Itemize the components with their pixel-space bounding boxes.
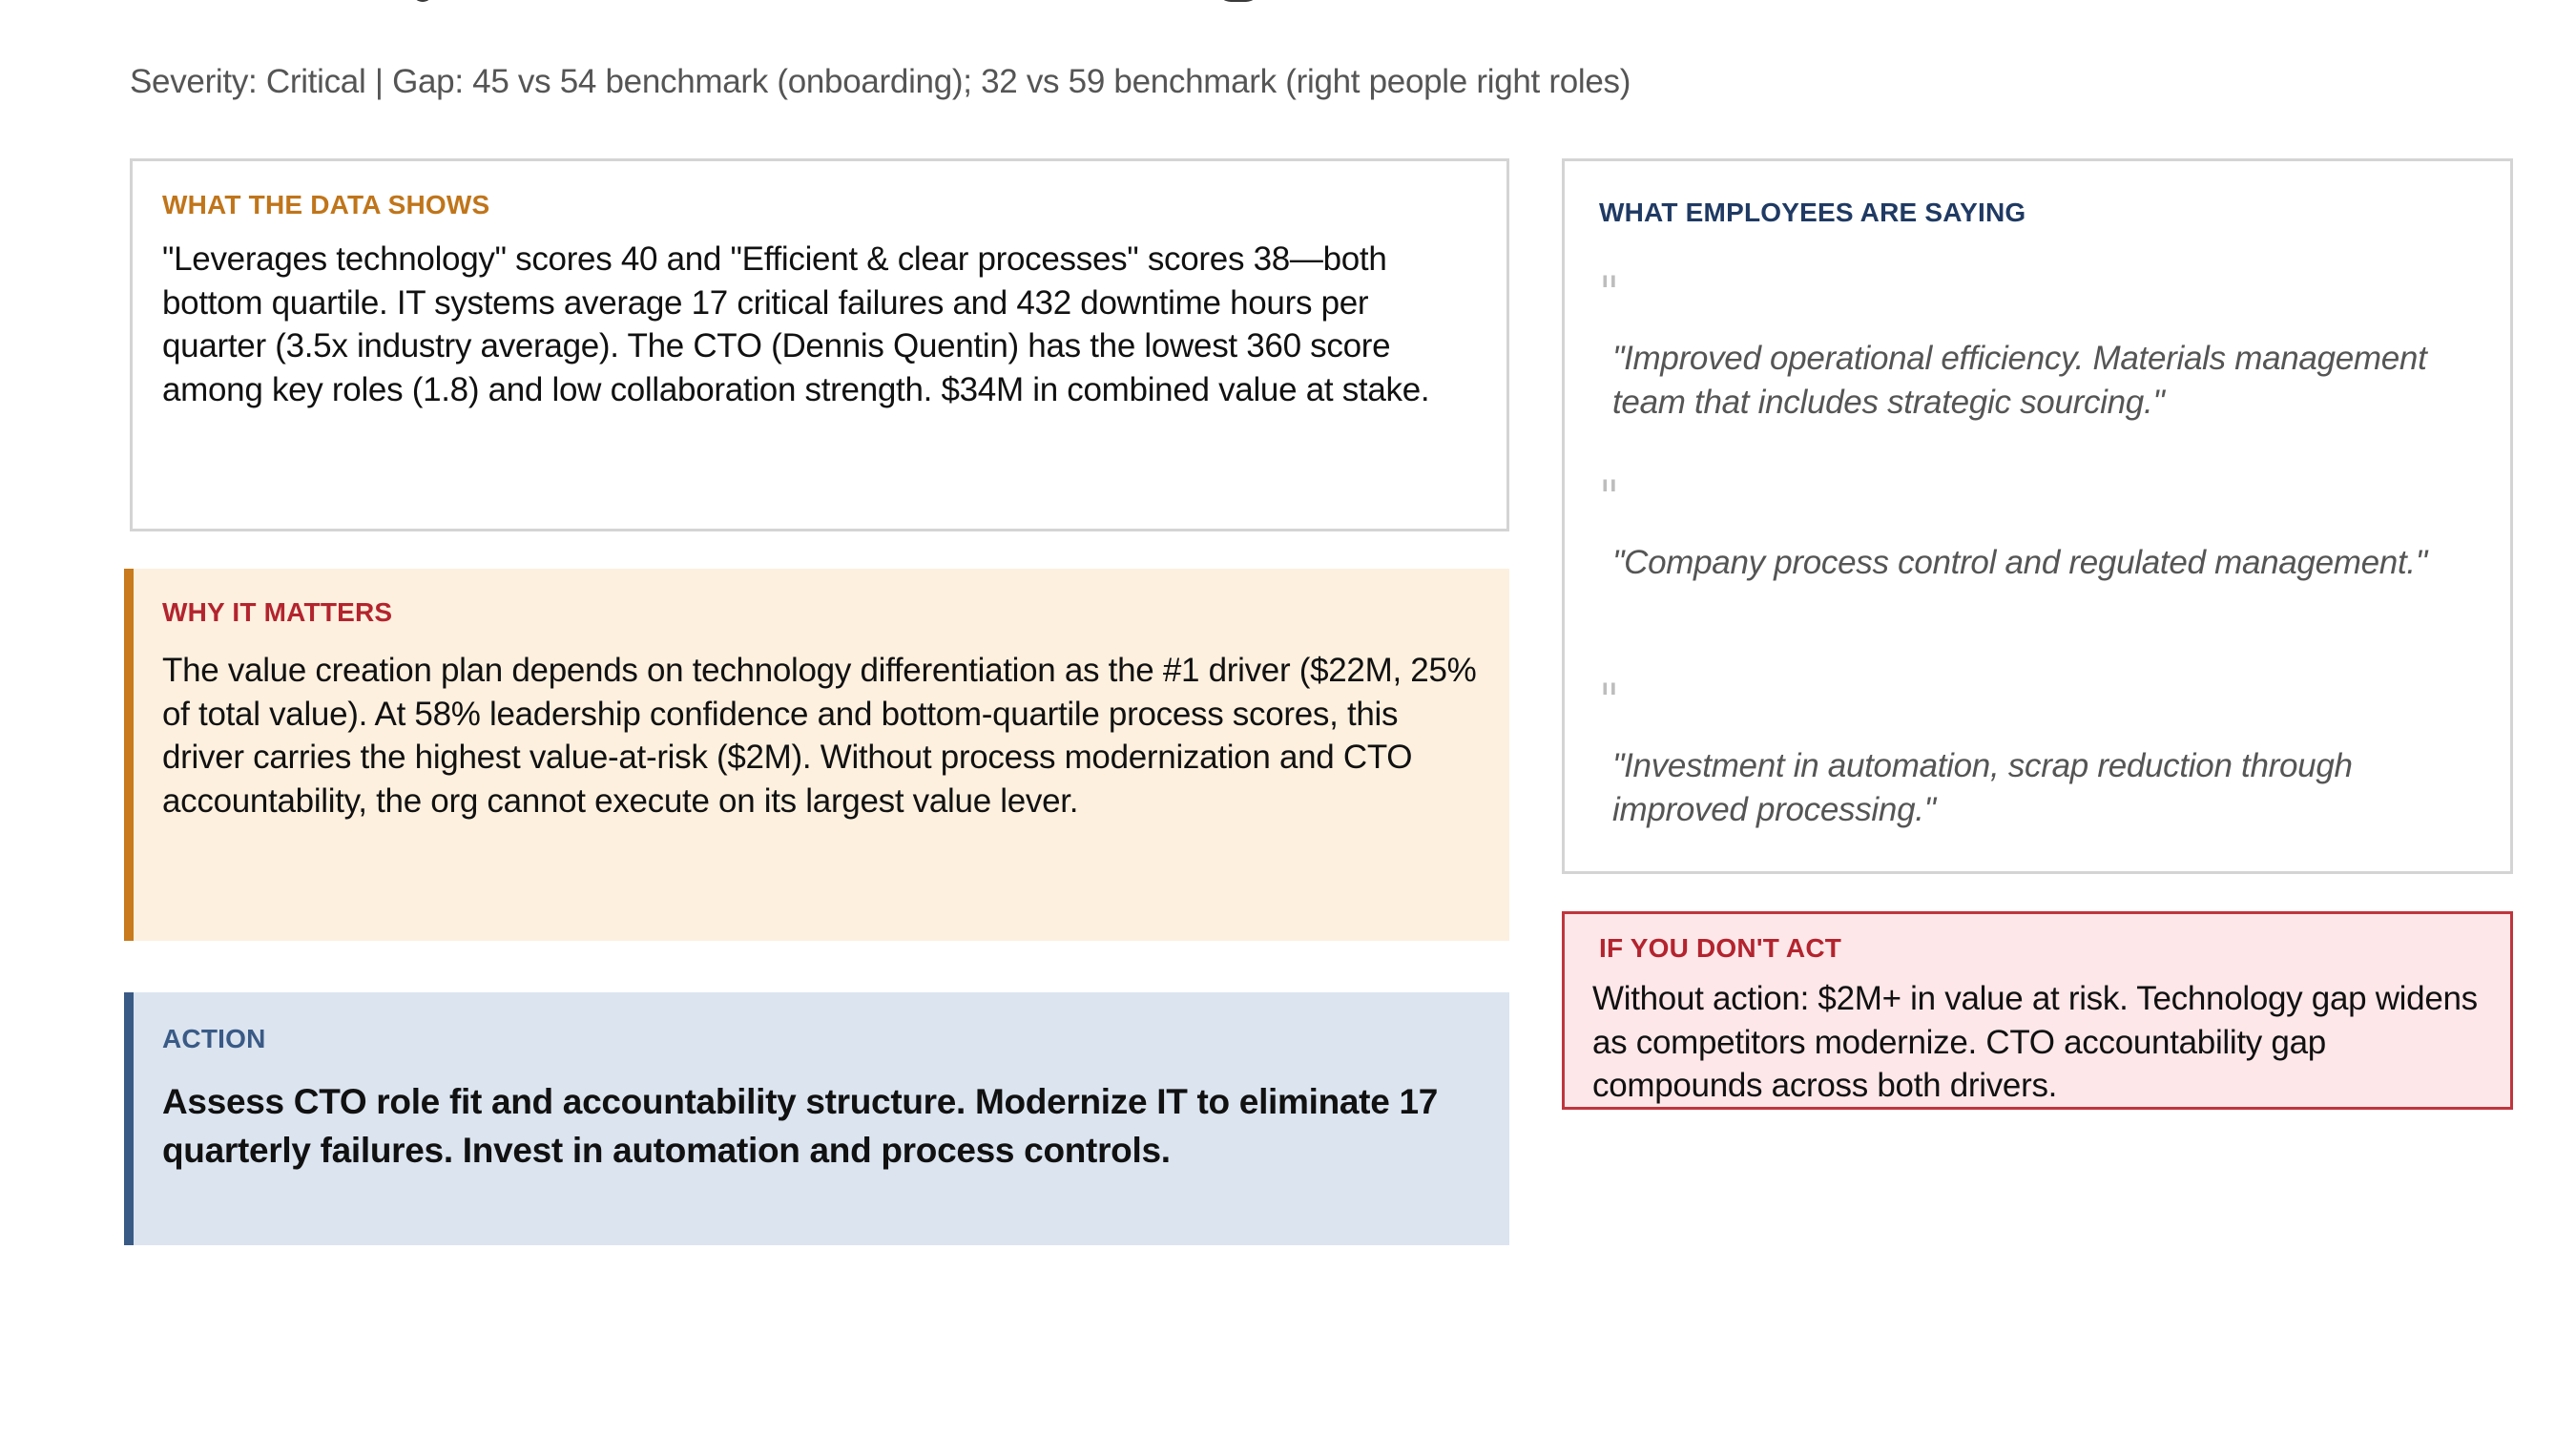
why-it-matters-heading: WHY IT MATTERS <box>162 597 393 627</box>
if-you-dont-act-card <box>1562 911 2513 1110</box>
action-text: Assess CTO role fit and accountability structure. Modernize IT to eliminate 17 quarterly failures. Invest in automation and process controls. <box>162 1082 1439 1170</box>
why-it-matters-card <box>124 569 1509 941</box>
action-heading: ACTION <box>162 1024 266 1053</box>
quote-mark-icon: " <box>1599 470 1620 522</box>
employee-quote <box>1599 470 2482 589</box>
employee-quote-text: "Company process control and regulated management." <box>1612 544 2427 581</box>
what-employees-are-saying-heading: WHAT EMPLOYEES ARE SAYING <box>1599 198 2026 227</box>
what-the-data-shows-heading: WHAT THE DATA SHOWS <box>162 190 490 219</box>
severity-gap-line: Severity: Critical | Gap: 45 vs 54 benchmark (onboarding); 32 vs 59 benchmark (right people right roles) <box>130 63 1631 100</box>
employee-quote-text: "Improved operational efficiency. Materials management team that includes strategic sourcing." <box>1612 340 2427 421</box>
quote-mark-icon: " <box>1599 674 1620 725</box>
what-the-data-shows-card <box>130 158 1509 531</box>
why-it-matters-text: The value creation plan depends on technology differentiation as the #1 driver ($22M, 25% of total value). At 58% leadership confidence and bottom-quartile process scores, this driver carries the highest value-at-risk ($2M). Without process modernization and CTO accountability, the org cannot execute on its largest value lever. <box>162 652 1477 820</box>
quote-mark-icon: " <box>1599 266 1620 318</box>
employee-quote <box>1599 674 2482 840</box>
if-you-dont-act-heading: IF YOU DON'T ACT <box>1599 933 1842 963</box>
action-card <box>124 992 1509 1245</box>
page-title-cutoff <box>130 0 1294 6</box>
what-the-data-shows-text: "Leverages technology" scores 40 and "Efficient & clear processes" scores 38—both bottom quartile. IT systems average 17 critical failures and 432 downtime hours per quarter (3.5x industry average). The CTO (Dennis Quentin) has the lowest 360 score among key roles (1.8) and low collaboration strength. $34M in combined value at stake. <box>162 240 1430 408</box>
employee-quote <box>1599 266 2482 432</box>
employee-quote-text: "Investment in automation, scrap reduction through improved processing." <box>1612 747 2353 828</box>
what-employees-are-saying-card <box>1562 158 2513 874</box>
if-you-dont-act-text: Without action: $2M+ in value at risk. Technology gap widens as competitors modernize. CTO accountability gap compounds across both drivers. <box>1592 980 2478 1104</box>
